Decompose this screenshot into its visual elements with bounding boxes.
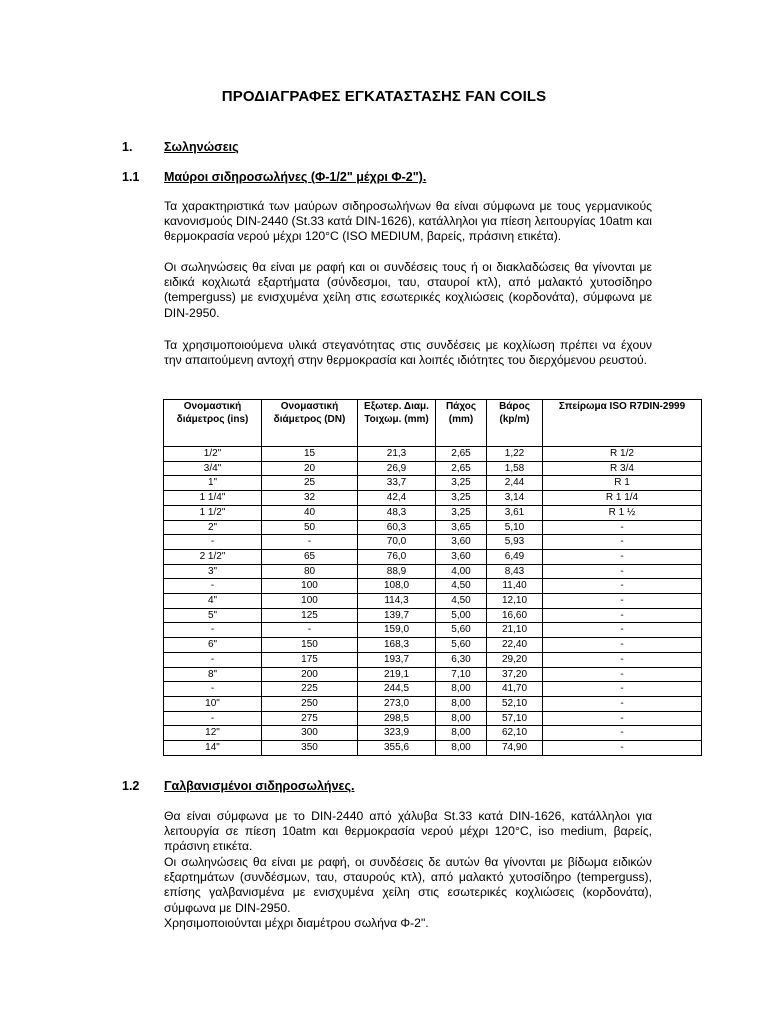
cell-thickness: 8,00	[436, 711, 487, 726]
header-outer-diameter: Εξωτερ. Διαμ. Τοιχωμ. (mm)	[358, 400, 436, 447]
cell-ins: 3/4"	[164, 461, 262, 476]
header-thickness: Πάχος (mm)	[436, 400, 487, 447]
cell-dn: 20	[262, 461, 358, 476]
cell-dn: 350	[262, 741, 358, 756]
cell-thread: -	[543, 623, 702, 638]
cell-weight: 16,60	[487, 608, 543, 623]
cell-thickness: 7,10	[436, 667, 487, 682]
cell-weight: 57,10	[487, 711, 543, 726]
cell-weight: 5,10	[487, 520, 543, 535]
cell-thread: -	[543, 667, 702, 682]
cell-outer-diameter: 298,5	[358, 711, 436, 726]
cell-outer-diameter: 355,6	[358, 741, 436, 756]
table-row	[164, 476, 702, 491]
cell-outer-diameter: 323,9	[358, 726, 436, 741]
header-nominal-diameter-dn: Ονομαστική διάμετρος (DN)	[262, 400, 358, 447]
table-row	[164, 726, 702, 741]
cell-ins: -	[164, 682, 262, 697]
cell-ins: 8"	[164, 667, 262, 682]
table-row	[164, 594, 702, 609]
cell-ins: 10"	[164, 696, 262, 711]
cell-thickness: 5,60	[436, 623, 487, 638]
cell-thread: -	[543, 638, 702, 653]
section-1-1-title: Μαύροι σιδηροσωλήνες (Φ-1/2" μέχρι Φ-2").	[164, 170, 427, 184]
cell-outer-diameter: 108,0	[358, 579, 436, 594]
cell-outer-diameter: 33,7	[358, 476, 436, 491]
table-row	[164, 579, 702, 594]
cell-thread: -	[543, 682, 702, 697]
table-row	[164, 741, 702, 756]
cell-thickness: 3,65	[436, 520, 487, 535]
cell-weight: 52,10	[487, 696, 543, 711]
section-1-1-paragraph-1: Τα χαρακτηριστικά των μαύρων σιδηροσωλήνων θα είναι σύμφωνα με τους γερμανικούς κανονισμούς DIN-2440 (St.33 κατά DIN-1626), κατάλληλοι για πίεση λειτουργίας 10atm και θερμοκρασία νερού μέχρι 120°C (ISO MEDIUM, βαρείς, πράσινη ετικέτα).	[164, 199, 652, 244]
cell-weight: 1,22	[487, 447, 543, 462]
section-1-2-paragraph-2: Οι σωληνώσεις θα είναι με ραφή, οι συνδέσεις δε αυτών θα γίνονται με βίδωμα ειδικών εξαρτημάτων (συνδέσμων, ταυ, σταυρούς κτλ), από μαλακτό χυτοσίδηρο (temperguss), επίσης γαλβανισμένα με ενισχυμένα χείλη στις εσωτερικές κοχλιώσεις (κορδονάτα), σύμφωνα με DIN-2950.	[164, 855, 652, 915]
section-1-1-paragraph-2: Οι σωληνώσεις θα είναι με ραφή και οι συνδέσεις τους ή οι διακλαδώσεις θα γίνονται με ειδικά κοχλιωτά εξαρτήματα (σύνδεσμοι, ταυ, σταυροί κτλ), από μαλακτό χυτοσίδηρο (temperguss) με ενισχυμένα χείλη στις εσωτερικές κοχλιώσεις (κορδονάτα), σύμφωνα με DIN-2950.	[164, 260, 652, 320]
cell-outer-diameter: 244,5	[358, 682, 436, 697]
table-row	[164, 549, 702, 564]
cell-thread: -	[543, 711, 702, 726]
cell-thread: R 1 ½	[543, 505, 702, 520]
cell-thickness: 8,00	[436, 696, 487, 711]
cell-ins: 1/2"	[164, 447, 262, 462]
cell-outer-diameter: 48,3	[358, 505, 436, 520]
cell-dn: -	[262, 623, 358, 638]
section-1-2-title: Γαλβανισμένοι σιδηροσωλήνες.	[164, 779, 355, 793]
cell-outer-diameter: 76,0	[358, 549, 436, 564]
cell-thickness: 8,00	[436, 726, 487, 741]
cell-thickness: 2,65	[436, 447, 487, 462]
cell-ins: 12"	[164, 726, 262, 741]
cell-thickness: 8,00	[436, 741, 487, 756]
cell-outer-diameter: 42,4	[358, 491, 436, 506]
cell-weight: 74,90	[487, 741, 543, 756]
cell-dn: 225	[262, 682, 358, 697]
header-thread: Σπείρωμα ISO R7DIN-2999	[543, 400, 702, 447]
table-row	[164, 696, 702, 711]
cell-outer-diameter: 159,0	[358, 623, 436, 638]
cell-thickness: 3,25	[436, 505, 487, 520]
cell-ins: -	[164, 579, 262, 594]
cell-outer-diameter: 168,3	[358, 638, 436, 653]
cell-dn: 65	[262, 549, 358, 564]
section-1-2-number: 1.2	[122, 779, 140, 793]
cell-ins: 5"	[164, 608, 262, 623]
cell-ins: 4"	[164, 594, 262, 609]
cell-weight: 37,20	[487, 667, 543, 682]
table-header-row	[164, 400, 702, 447]
cell-ins: 14"	[164, 741, 262, 756]
cell-thickness: 8,00	[436, 682, 487, 697]
cell-ins: -	[164, 711, 262, 726]
table-row	[164, 535, 702, 550]
cell-dn: 50	[262, 520, 358, 535]
section-1-2-paragraph-3: Χρησιμοποιούνται μέχρι διαμέτρου σωλήνα Φ-2".	[164, 916, 429, 930]
table-row	[164, 447, 702, 462]
cell-thread: -	[543, 696, 702, 711]
cell-dn: -	[262, 535, 358, 550]
cell-dn: 250	[262, 696, 358, 711]
table-body	[164, 447, 702, 756]
cell-thread: -	[543, 594, 702, 609]
cell-thickness: 4,50	[436, 579, 487, 594]
cell-thread: -	[543, 726, 702, 741]
cell-weight: 3,61	[487, 505, 543, 520]
document-title: ΠΡΟΔΙΑΓΡΑΦΕΣ ΕΓΚΑΤΑΣΤΑΣΗΣ FAN COILS	[221, 88, 547, 105]
cell-dn: 32	[262, 491, 358, 506]
cell-outer-diameter: 193,7	[358, 652, 436, 667]
cell-thickness: 2,65	[436, 461, 487, 476]
cell-weight: 2,44	[487, 476, 543, 491]
cell-dn: 40	[262, 505, 358, 520]
cell-outer-diameter: 26,9	[358, 461, 436, 476]
cell-ins: 1 1/4"	[164, 491, 262, 506]
cell-outer-diameter: 219,1	[358, 667, 436, 682]
cell-dn: 25	[262, 476, 358, 491]
cell-ins: 2"	[164, 520, 262, 535]
cell-thread: R 3/4	[543, 461, 702, 476]
header-weight: Βάρος (kp/m)	[487, 400, 543, 447]
cell-weight: 8,43	[487, 564, 543, 579]
cell-thread: -	[543, 564, 702, 579]
cell-weight: 21,10	[487, 623, 543, 638]
cell-outer-diameter: 273,0	[358, 696, 436, 711]
table-row	[164, 505, 702, 520]
cell-weight: 6,49	[487, 549, 543, 564]
cell-dn: 175	[262, 652, 358, 667]
cell-outer-diameter: 60,3	[358, 520, 436, 535]
cell-thread: -	[543, 549, 702, 564]
cell-weight: 1,58	[487, 461, 543, 476]
cell-weight: 29,20	[487, 652, 543, 667]
cell-weight: 41,70	[487, 682, 543, 697]
table-row	[164, 491, 702, 506]
cell-thread: -	[543, 652, 702, 667]
cell-ins: -	[164, 535, 262, 550]
table-row	[164, 623, 702, 638]
cell-outer-diameter: 88,9	[358, 564, 436, 579]
cell-outer-diameter: 114,3	[358, 594, 436, 609]
cell-thread: -	[543, 608, 702, 623]
cell-weight: 3,14	[487, 491, 543, 506]
cell-thickness: 6,30	[436, 652, 487, 667]
header-nominal-diameter-ins: Ονομαστική διάμετρος (ins)	[164, 400, 262, 447]
table-row	[164, 711, 702, 726]
pipe-spec-table	[163, 399, 702, 756]
table-row	[164, 638, 702, 653]
table-row	[164, 652, 702, 667]
cell-dn: 300	[262, 726, 358, 741]
section-1-1-number: 1.1	[122, 170, 140, 184]
table-row	[164, 461, 702, 476]
table-row	[164, 608, 702, 623]
section-1-2-paragraph-1: Θα είναι σύμφωνα με το DIN-2440 από χάλυβα St.33 κατά DIN-1626, κατάλληλοι για λειτουργία σε πίεση 10atm και θερμοκρασία νερού μέχρι 120°C, iso medium, βαρείς, πράσινη ετικέτα.	[164, 809, 652, 854]
cell-thread: R 1/2	[543, 447, 702, 462]
cell-ins: 1"	[164, 476, 262, 491]
cell-weight: 11,40	[487, 579, 543, 594]
cell-thread: -	[543, 579, 702, 594]
cell-ins: 1 1/2"	[164, 505, 262, 520]
cell-ins: 6"	[164, 638, 262, 653]
table-row	[164, 682, 702, 697]
cell-thread: R 1 1/4	[543, 491, 702, 506]
cell-thread: -	[543, 741, 702, 756]
cell-thickness: 3,25	[436, 491, 487, 506]
cell-weight: 62,10	[487, 726, 543, 741]
cell-thickness: 4,00	[436, 564, 487, 579]
table-row	[164, 564, 702, 579]
cell-weight: 22,40	[487, 638, 543, 653]
cell-thread: -	[543, 520, 702, 535]
cell-dn: 150	[262, 638, 358, 653]
cell-thickness: 3,60	[436, 549, 487, 564]
cell-dn: 100	[262, 579, 358, 594]
cell-thickness: 3,60	[436, 535, 487, 550]
cell-dn: 275	[262, 711, 358, 726]
cell-thread: -	[543, 535, 702, 550]
cell-ins: 2 1/2"	[164, 549, 262, 564]
cell-outer-diameter: 21,3	[358, 447, 436, 462]
cell-dn: 200	[262, 667, 358, 682]
cell-dn: 15	[262, 447, 358, 462]
section-1-title: Σωληνώσεις	[164, 140, 239, 154]
section-1-number: 1.	[122, 140, 133, 154]
cell-thickness: 5,00	[436, 608, 487, 623]
table-row	[164, 667, 702, 682]
cell-weight: 5,93	[487, 535, 543, 550]
cell-dn: 125	[262, 608, 358, 623]
cell-ins: 3"	[164, 564, 262, 579]
cell-thickness: 4,50	[436, 594, 487, 609]
cell-dn: 100	[262, 594, 358, 609]
cell-ins: -	[164, 623, 262, 638]
cell-ins: -	[164, 652, 262, 667]
cell-weight: 12,10	[487, 594, 543, 609]
cell-outer-diameter: 70,0	[358, 535, 436, 550]
cell-dn: 80	[262, 564, 358, 579]
cell-thread: R 1	[543, 476, 702, 491]
cell-outer-diameter: 139,7	[358, 608, 436, 623]
table-row	[164, 520, 702, 535]
cell-thickness: 3,25	[436, 476, 487, 491]
cell-thickness: 5,60	[436, 638, 487, 653]
section-1-1-paragraph-3: Τα χρησιμοποιούμενα υλικά στεγανότητας στις συνδέσεις με κοχλίωση πρέπει να έχουν την απαιτούμενη αντοχή στην θερμοκρασία και λοιπές ιδιότητες του διερχόμενου ρευστού.	[164, 338, 652, 368]
